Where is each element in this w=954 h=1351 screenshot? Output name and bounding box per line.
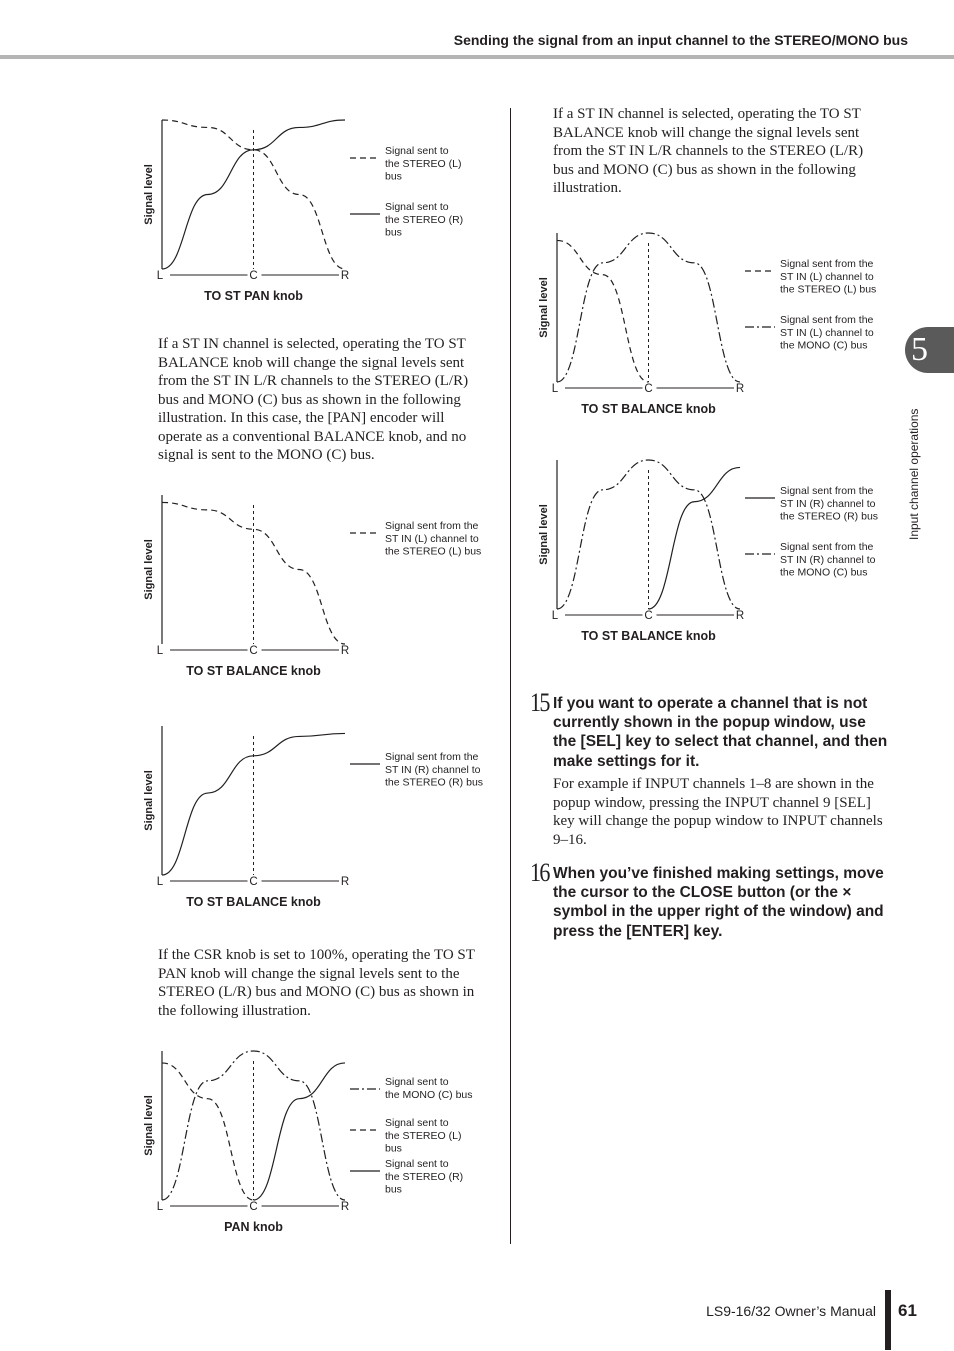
x-tick-label: L xyxy=(551,610,559,622)
legend-label: Signal sent to the STEREO (R) bus xyxy=(385,201,464,239)
x-axis-label: PAN knob xyxy=(224,1220,283,1234)
chart-balance-st-in-l xyxy=(530,225,900,425)
x-tick-label: C xyxy=(644,610,653,622)
chart-pan-csr xyxy=(135,1043,505,1248)
x-axis-label: TO ST BALANCE knob xyxy=(186,895,321,909)
x-tick-label: R xyxy=(735,610,745,622)
paragraph-csr: If the CSR knob is set to 100%, operating the TO ST PAN knob will change the signal levels sent to the STEREO (L/R) bus and MONO (C) bus as shown in the following illustration. xyxy=(158,947,475,1019)
y-axis-label: Signal level xyxy=(143,539,155,600)
chart-pan-stereo xyxy=(135,112,505,317)
legend-label: Signal sent from the ST IN (R) channel to the STEREO (R) bus xyxy=(780,485,879,523)
x-tick-label: L xyxy=(156,645,164,657)
x-tick-label: L xyxy=(551,383,559,395)
x-tick-label: R xyxy=(340,270,350,282)
x-tick-label: L xyxy=(156,876,164,888)
chapter-tab: 5 xyxy=(905,327,954,373)
x-tick-label: L xyxy=(156,270,164,282)
legend-label: Signal sent from the ST IN (R) channel to the MONO (C) bus xyxy=(780,541,876,579)
header-rule xyxy=(0,55,954,59)
legend-label: Signal sent from the ST IN (L) channel to the STEREO (L) bus xyxy=(385,520,482,558)
chart-balance-r xyxy=(135,718,505,923)
x-tick-label: R xyxy=(340,1201,350,1213)
series-line xyxy=(162,1063,254,1200)
x-axis-label: TO ST BALANCE knob xyxy=(186,664,321,678)
paragraph-st-in-mono: If a ST IN channel is selected, operating the TO ST BALANCE knob will change the signal levels sent from the ST IN L/R channels to the STEREO (L/R) bus and MONO (C) bus as shown in the following illustration. xyxy=(553,106,864,196)
running-header: Sending the signal from an input channel to the STEREO/MONO bus xyxy=(453,32,908,48)
x-tick-label: C xyxy=(249,876,258,888)
footer-manual-title: LS9-16/32 Owner’s Manual xyxy=(706,1303,876,1319)
step-number-16: 16 xyxy=(530,858,549,887)
series-line xyxy=(649,467,741,609)
legend-label: Signal sent to the MONO (C) bus xyxy=(385,1076,473,1101)
series-line xyxy=(557,240,649,382)
step-15-body: For example if INPUT channels 1–8 are shown in the popup window, pressing the INPUT channel 9 [SEL] key will change the popup window to INPUT channels 9–16. xyxy=(553,776,883,848)
legend-label: Signal sent to the STEREO (L) bus xyxy=(385,1117,462,1155)
chapter-tab-label: Input channel operations xyxy=(907,408,921,540)
footer-bar xyxy=(885,1290,891,1350)
x-tick-label: C xyxy=(644,383,653,395)
x-tick-label: R xyxy=(340,645,350,657)
y-axis-label: Signal level xyxy=(143,770,155,831)
y-axis-label: Signal level xyxy=(538,504,550,565)
x-tick-label: C xyxy=(249,645,258,657)
legend-label: Signal sent from the ST IN (R) channel to the STEREO (R) bus xyxy=(385,751,484,789)
y-axis-label: Signal level xyxy=(143,1095,155,1156)
x-tick-label: C xyxy=(249,1201,258,1213)
chart-balance-l xyxy=(135,487,505,692)
x-tick-label: R xyxy=(735,383,745,395)
legend-label: Signal sent from the ST IN (L) channel to the STEREO (L) bus xyxy=(780,258,877,296)
paragraph-st-in-balance: If a ST IN channel is selected, operating the TO ST BALANCE knob will change the signal levels sent from the ST IN L/R channels to the STEREO (L/R) bus and MONO (C) bus as shown in the following illustration. In this case, the [PAN] encoder will operate as a conventional BALANCE knob, and no signal is sent to the MONO (C) bus. xyxy=(158,336,469,463)
page-number: 61 xyxy=(898,1301,917,1320)
legend-label: Signal sent to the STEREO (L) bus xyxy=(385,145,462,183)
y-axis-label: Signal level xyxy=(538,277,550,338)
x-axis-label: TO ST BALANCE knob xyxy=(581,402,716,416)
x-axis-label: TO ST PAN knob xyxy=(204,289,303,303)
step-15-heading: If you want to operate a channel that is not currently shown in the popup window, use the [SEL] key to select that channel, and then make settings for it. xyxy=(553,695,888,770)
legend-label: Signal sent to the STEREO (R) bus xyxy=(385,1158,464,1196)
x-axis-label: TO ST BALANCE knob xyxy=(581,629,716,643)
x-tick-label: C xyxy=(249,270,258,282)
legend-label: Signal sent from the ST IN (L) channel to the MONO (C) bus xyxy=(780,314,874,352)
column-divider xyxy=(510,108,511,1244)
x-tick-label: R xyxy=(340,876,350,888)
x-tick-label: L xyxy=(156,1201,164,1213)
step-16-heading: When you’ve finished making settings, move the cursor to the CLOSE button (or the × symbol in the upper right of the window) and press the [ENTER] key. xyxy=(553,865,884,940)
step-number-15: 15 xyxy=(530,688,549,717)
y-axis-label: Signal level xyxy=(143,164,155,225)
chart-balance-st-in-r xyxy=(530,452,900,657)
